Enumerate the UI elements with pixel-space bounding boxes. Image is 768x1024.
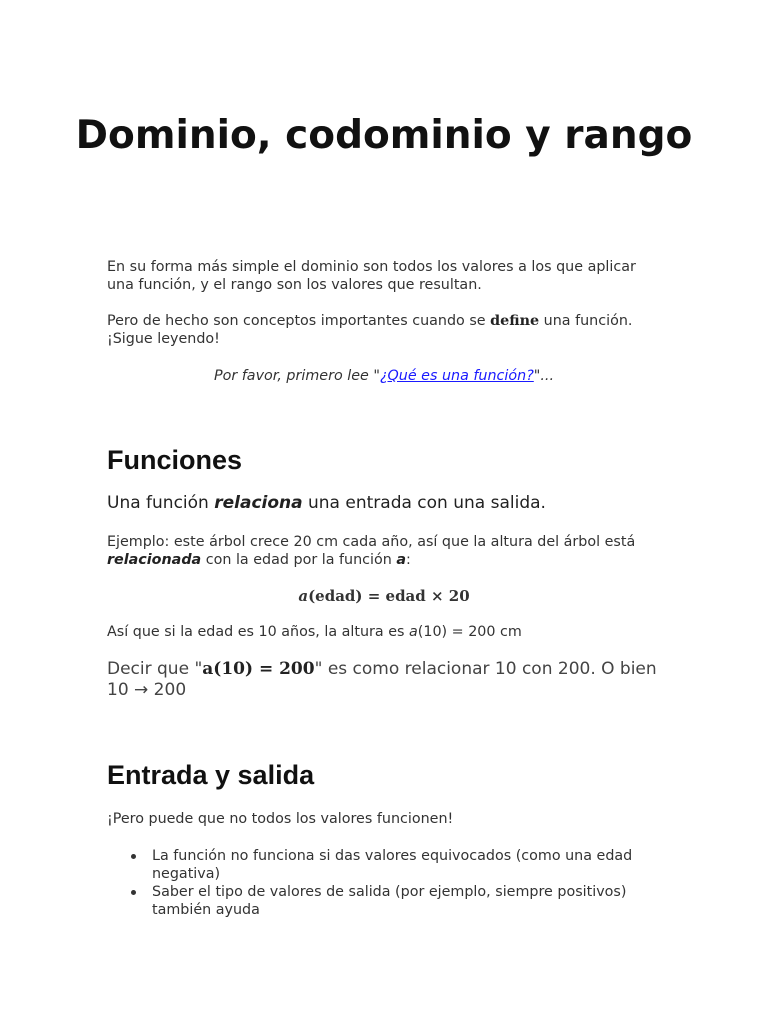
example-text-before: Ejemplo: este árbol crece 20 cm cada año, así que la altura del árbol está	[107, 534, 636, 550]
lead-emphasis: relaciona	[214, 493, 303, 513]
decir-text-after: " es como relacionar 10 con 200. O bien 10 → 200	[107, 659, 657, 700]
altura-text-after: (10) = 200 cm	[417, 624, 522, 640]
define-text-after: una función. ¡Sigue leyendo!	[107, 313, 633, 347]
define-text-before: Pero de hecho son conceptos importantes cuando se	[107, 313, 491, 329]
list-item-text: La función no funciona si das valores equivocados (como una edad negativa)	[152, 848, 633, 882]
page-title: Dominio, codominio y rango	[75, 113, 693, 158]
bullet-dot-icon	[131, 854, 136, 859]
formula-expression: (edad) = edad × 20	[308, 587, 470, 605]
entrada-bullet-list	[107, 847, 667, 919]
intro-paragraph	[107, 258, 667, 294]
example-text-mid: con la edad por la función	[201, 552, 397, 568]
intro-text: En su forma más simple el dominio son todos los valores a los que aplicar una función, y el rango son los valores que resultan.	[107, 259, 636, 293]
altura-text-before: Así que si la edad es 10 años, la altura es	[107, 624, 410, 640]
heading-entrada-y-salida: Entrada y salida	[107, 760, 315, 790]
heading-funciones: Funciones	[107, 445, 243, 475]
altura-line	[107, 623, 667, 641]
define-paragraph	[107, 312, 667, 348]
define-bold-word: define	[490, 313, 540, 329]
example-paragraph	[107, 533, 667, 569]
entrada-intro: ¡Pero puede que no todos los valores funcionen!	[107, 811, 454, 827]
decir-text-before: Decir que "	[107, 659, 203, 679]
note-text-before: Por favor, primero lee "	[213, 368, 380, 384]
example-function-name: a	[396, 552, 407, 568]
lead-text-before: Una función	[107, 493, 215, 513]
example-emphasis: relacionada	[107, 552, 202, 568]
list-item	[107, 847, 667, 883]
altura-function-name: a	[409, 624, 418, 640]
formula-function-name: a	[298, 587, 309, 605]
example-text-after: :	[406, 552, 411, 568]
read-first-note	[107, 367, 661, 385]
list-item-text: Saber el tipo de valores de salida (por ejemplo, siempre positivos) también ayuda	[152, 884, 627, 918]
que-es-una-funcion-link[interactable]: ¿Qué es una función?	[379, 368, 534, 384]
list-item	[107, 883, 667, 919]
lead-text-after: una entrada con una salida.	[302, 493, 546, 513]
note-text-after: "...	[533, 368, 555, 384]
decir-math: a(10) = 200	[202, 659, 315, 679]
decir-paragraph	[107, 659, 667, 701]
formula-line	[107, 586, 661, 606]
funciones-lead	[107, 492, 667, 514]
bullet-dot-icon	[131, 890, 136, 895]
